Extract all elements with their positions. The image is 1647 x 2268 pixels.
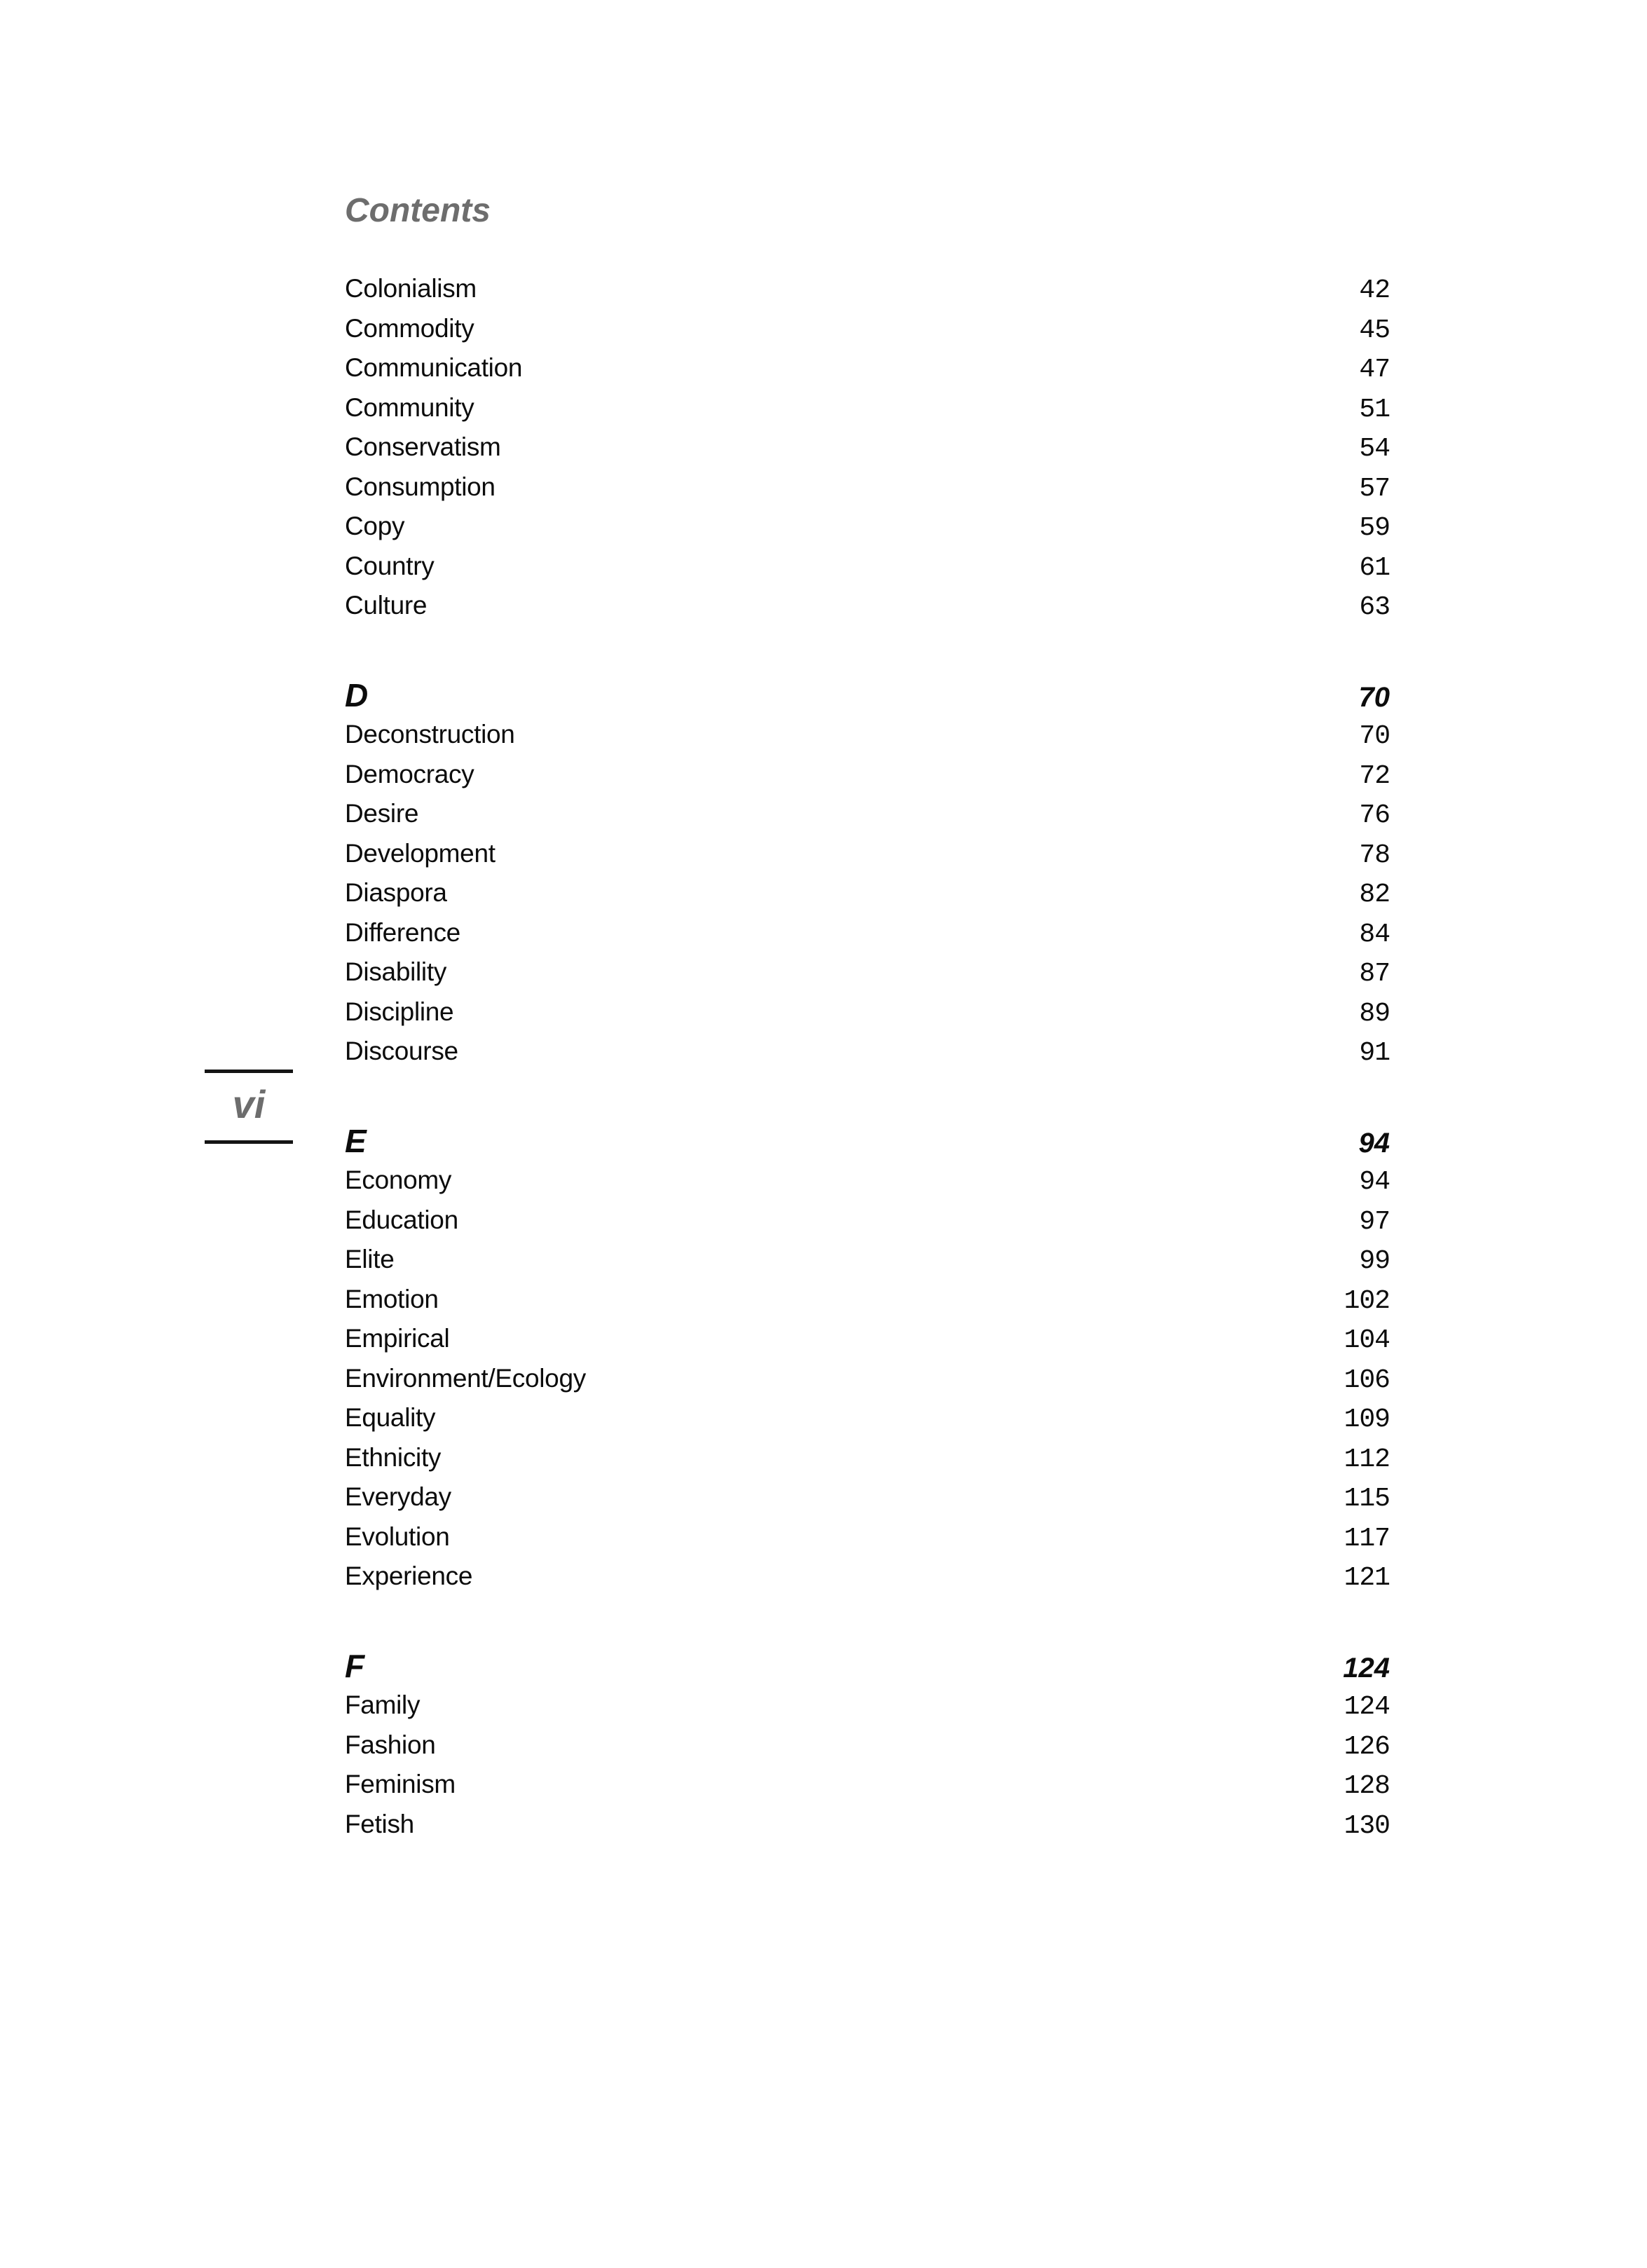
toc-entry bbox=[345, 507, 1390, 547]
entry-label: Ethnicity bbox=[345, 1442, 442, 1472]
entry-page-number: 104 bbox=[1344, 1325, 1390, 1355]
toc-entry bbox=[345, 755, 1390, 795]
toc-entry bbox=[345, 1726, 1390, 1765]
entry-page-number: 59 bbox=[1359, 513, 1390, 543]
toc-entry bbox=[345, 834, 1390, 874]
entry-label: Experience bbox=[345, 1562, 473, 1590]
entry-label: Development bbox=[345, 838, 496, 868]
entry-label: Deconstruction bbox=[345, 720, 515, 749]
toc-entry bbox=[345, 1686, 1390, 1726]
entry-page-number: 70 bbox=[1359, 721, 1390, 751]
toc-entry bbox=[345, 348, 1390, 388]
entry-label: Difference bbox=[345, 917, 460, 947]
toc-entry bbox=[345, 1805, 1390, 1845]
entry-page-number: 115 bbox=[1344, 1484, 1390, 1514]
page-title: Contents bbox=[345, 192, 491, 229]
folio-page-number: vi bbox=[232, 1082, 266, 1126]
entry-label: Discourse bbox=[345, 1037, 458, 1065]
entry-label: Colonialism bbox=[345, 274, 477, 303]
entry-label: Environment/Ecology bbox=[345, 1363, 586, 1393]
toc-entry bbox=[345, 1161, 1390, 1201]
toc-entry bbox=[345, 1557, 1390, 1597]
toc-entry bbox=[345, 1477, 1390, 1517]
entry-label: Consumption bbox=[345, 472, 496, 501]
entry-label: Disability bbox=[345, 957, 447, 986]
entry-page-number: 130 bbox=[1344, 1810, 1390, 1841]
entry-label: Diaspora bbox=[345, 878, 447, 907]
entry-label: Conservatism bbox=[345, 432, 501, 461]
entry-label: Elite bbox=[345, 1245, 395, 1273]
toc-entry bbox=[345, 586, 1390, 626]
toc-entry bbox=[345, 1398, 1390, 1438]
entry-page-number: 121 bbox=[1344, 1563, 1390, 1593]
entry-label: Education bbox=[345, 1205, 458, 1234]
entry-label: Evolution bbox=[345, 1522, 450, 1551]
entry-page-number: 72 bbox=[1359, 760, 1390, 791]
entry-page-number: 94 bbox=[1359, 1167, 1390, 1197]
entry-label: Copy bbox=[345, 512, 405, 540]
toc-entry bbox=[345, 309, 1390, 349]
entry-label: Equality bbox=[345, 1403, 436, 1432]
toc-section-header bbox=[345, 676, 1390, 716]
toc-entry bbox=[345, 467, 1390, 507]
entry-label: Emotion bbox=[345, 1284, 439, 1313]
toc-entry bbox=[345, 913, 1390, 953]
entry-label: Empirical bbox=[345, 1324, 450, 1353]
entry-page-number: 84 bbox=[1359, 919, 1390, 950]
entry-page-number: 76 bbox=[1359, 800, 1390, 831]
entry-label: Fashion bbox=[345, 1730, 436, 1759]
section-letter: D bbox=[345, 676, 369, 713]
entry-page-number: 109 bbox=[1344, 1405, 1390, 1435]
entry-page-number: 54 bbox=[1359, 434, 1390, 464]
toc-entry bbox=[345, 388, 1390, 428]
entry-label: Feminism bbox=[345, 1770, 456, 1798]
entry-page-number: 117 bbox=[1344, 1523, 1390, 1554]
toc-entry bbox=[345, 1240, 1390, 1280]
folio-rule-bottom bbox=[205, 1140, 293, 1144]
entry-page-number: 99 bbox=[1359, 1246, 1390, 1276]
entry-page-number: 63 bbox=[1359, 592, 1390, 622]
toc-entry bbox=[345, 1280, 1390, 1320]
entry-page-number: 91 bbox=[1359, 1038, 1390, 1068]
entry-page-number: 112 bbox=[1344, 1444, 1390, 1475]
entry-page-number: 47 bbox=[1359, 355, 1390, 385]
entry-page-number: 106 bbox=[1344, 1365, 1390, 1395]
toc-section-header bbox=[345, 1121, 1390, 1161]
entry-page-number: 78 bbox=[1359, 840, 1390, 870]
entry-page-number: 57 bbox=[1359, 473, 1390, 504]
toc-entry bbox=[345, 1517, 1390, 1557]
toc-entry bbox=[345, 1201, 1390, 1241]
toc-entry bbox=[345, 547, 1390, 587]
toc-entry bbox=[345, 794, 1390, 834]
toc-entry bbox=[345, 952, 1390, 992]
toc-entry bbox=[345, 1438, 1390, 1478]
section-page-number: 70 bbox=[1358, 681, 1390, 713]
entry-page-number: 45 bbox=[1359, 315, 1390, 346]
toc-entry bbox=[345, 715, 1390, 755]
entry-page-number: 102 bbox=[1344, 1285, 1390, 1316]
entry-page-number: 97 bbox=[1359, 1206, 1390, 1237]
entry-page-number: 89 bbox=[1359, 998, 1390, 1029]
entry-page-number: 42 bbox=[1359, 275, 1390, 306]
entry-label: Communication bbox=[345, 353, 523, 382]
toc-entry bbox=[345, 269, 1390, 309]
toc-entry bbox=[345, 1319, 1390, 1359]
entry-label: Discipline bbox=[345, 997, 454, 1026]
entry-label: Desire bbox=[345, 799, 419, 828]
section-letter: F bbox=[345, 1647, 365, 1684]
toc-entry bbox=[345, 992, 1390, 1032]
toc-list bbox=[345, 269, 1390, 1844]
entry-label: Democracy bbox=[345, 759, 474, 788]
entry-label: Country bbox=[345, 551, 435, 580]
entry-label: Everyday bbox=[345, 1482, 451, 1511]
section-page-number: 124 bbox=[1343, 1652, 1390, 1683]
entry-label: Culture bbox=[345, 591, 428, 620]
toc-section-header bbox=[345, 1646, 1390, 1686]
entry-label: Fetish bbox=[345, 1809, 414, 1838]
folio-rule-top bbox=[205, 1070, 293, 1073]
toc-entry bbox=[345, 1765, 1390, 1805]
entry-label: Economy bbox=[345, 1166, 452, 1194]
entry-page-number: 87 bbox=[1359, 959, 1390, 989]
entry-label: Community bbox=[345, 392, 474, 422]
entry-page-number: 61 bbox=[1359, 552, 1390, 583]
toc-entry bbox=[345, 428, 1390, 467]
entry-label: Family bbox=[345, 1690, 421, 1719]
entry-page-number: 128 bbox=[1344, 1771, 1390, 1801]
toc-entry bbox=[345, 873, 1390, 913]
section-page-number: 94 bbox=[1358, 1127, 1390, 1159]
entry-page-number: 124 bbox=[1344, 1692, 1390, 1722]
toc-entry bbox=[345, 1359, 1390, 1399]
toc-entry bbox=[345, 1032, 1390, 1072]
entry-page-number: 126 bbox=[1344, 1731, 1390, 1762]
entry-page-number: 82 bbox=[1359, 880, 1390, 910]
section-letter: E bbox=[345, 1122, 367, 1159]
entry-page-number: 51 bbox=[1359, 394, 1390, 425]
entry-label: Commodity bbox=[345, 313, 474, 343]
